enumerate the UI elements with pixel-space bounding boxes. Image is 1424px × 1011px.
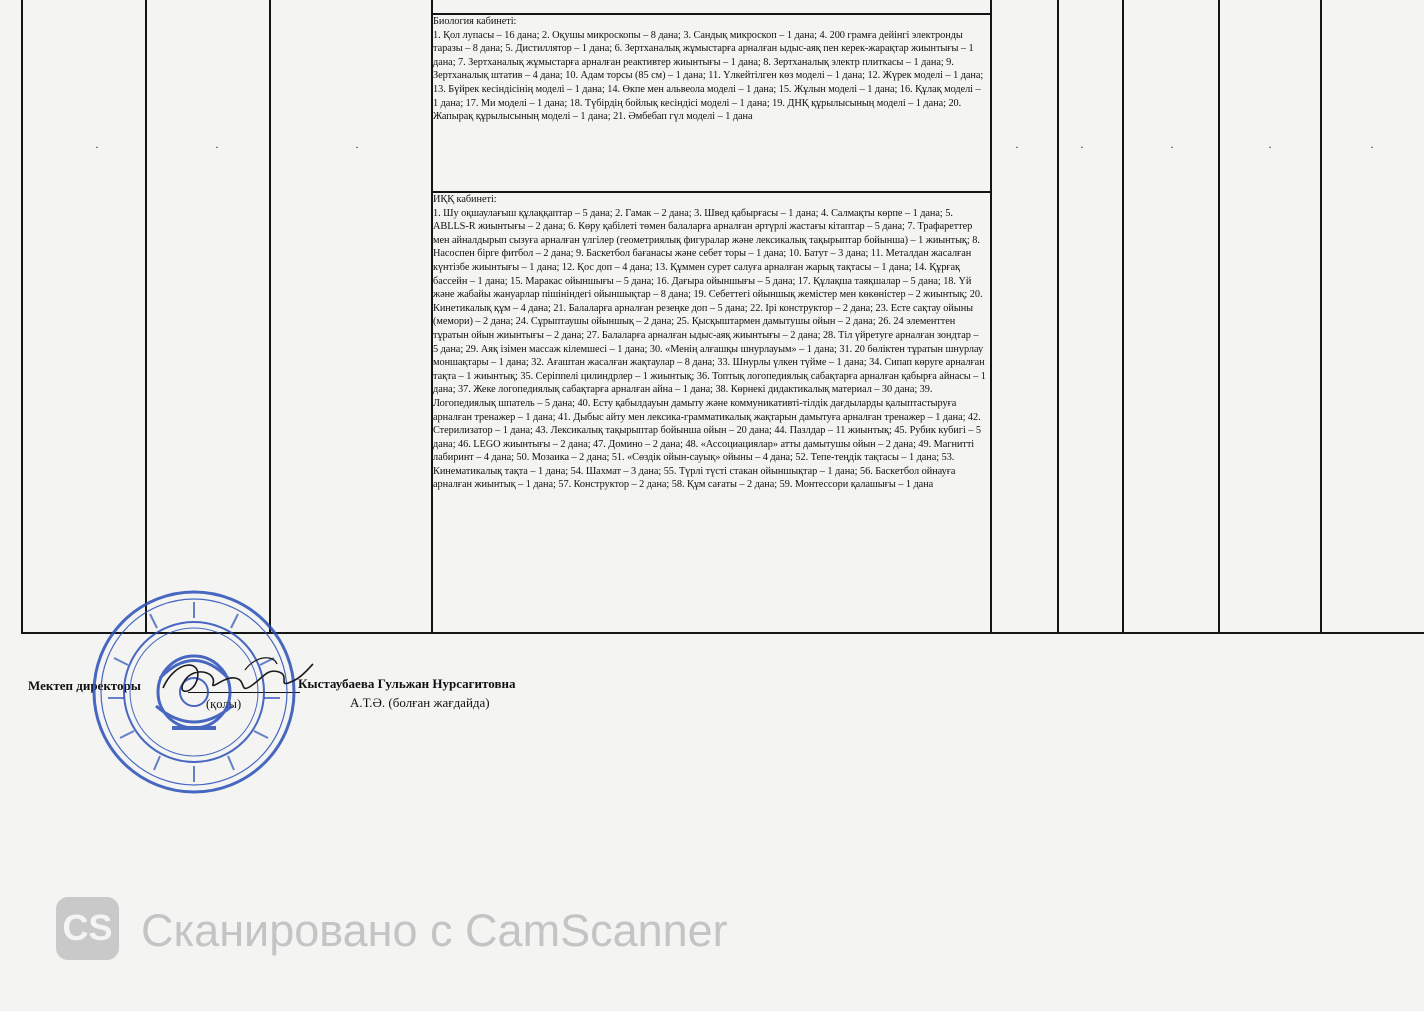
biology-cabinet-items: 1. Қол лупасы – 16 дана; 2. Оқушы микроскопы – 8 дана; 3. Сандық микроскоп – 1 дана; 4. 200 грамға дейінгі электронды таразы – 8 дана; 5. Дистиллятор – 1 дана; 6. Зертханалық жұмыстарға арналған ыдыс-аяқ пен керек-жарақтар жиынтығы – 1 дана; 7. Зертханалық жұмыстарға арналған реактивтер жиынтығы – 1 дана; 8. Зертханалық электр плиткасы – 1 дана; 9. Зертханалық штатив – 4 дана; 10. Адам торсы (85 см) – 1 дана; 11. Үлкейтілген көз моделі – 1 дана; 12. Жүрек моделі – 1 дана; 13. Бүйрек кесіндісінің моделі – 1 дана; 14. Өкпе мен альвеола моделі – 1 дана; 15. Жұлын моделі – 1 дана; 16. Құлақ моделі – 1 дана; 17. Ми моделі – 1 дана; 18. Түбірдің бойлық кесіндісі моделі – 1 дана; 19. ДНҚ құрылысының моделі – 1 дана; 20. Жапырақ құрылысының моделі – 1 дана; 21. Әмбебап гүл моделі – 1 дана xyxy=(433,29,984,123)
cell-mark: · xyxy=(1268,140,1272,154)
cell-mark: · xyxy=(1080,140,1084,154)
ikk-cabinet-cell xyxy=(433,193,986,631)
director-name: Кыстаубаева Гульжан Нурсагитовна xyxy=(298,676,516,691)
table-column-divider xyxy=(145,0,147,634)
cell-mark: · xyxy=(1370,140,1374,154)
table-column-divider xyxy=(269,0,271,634)
cell-mark: · xyxy=(95,140,99,154)
handwritten-signature-icon xyxy=(155,650,315,705)
biology-cabinet-heading: Биология кабинеті: xyxy=(433,16,517,27)
table-column-divider xyxy=(1320,0,1322,634)
table-column-divider xyxy=(1122,0,1124,634)
signature-caption: (қолы) xyxy=(206,697,242,711)
camscanner-text: Сканировано с CamScanner xyxy=(141,905,728,956)
table-border-left xyxy=(21,0,23,634)
camscanner-logo-icon: CS xyxy=(56,897,119,960)
director-name-caption: А.Т.Ә. (болған жағдайда) xyxy=(350,695,490,710)
cell-mark: · xyxy=(1170,140,1174,154)
table-column-divider xyxy=(1057,0,1059,634)
director-label: Мектеп директоры xyxy=(28,678,141,693)
cell-mark: · xyxy=(215,140,219,154)
biology-cabinet-cell xyxy=(433,15,986,190)
cell-mark: · xyxy=(355,140,359,154)
table-column-divider xyxy=(990,0,992,634)
table-column-divider xyxy=(1218,0,1220,634)
ikk-cabinet-heading: ИҚҚ кабинеті: xyxy=(433,194,497,205)
cell-mark: · xyxy=(1015,140,1019,154)
ikk-cabinet-items: 1. Шу оқшаулағыш құлаққаптар – 5 дана; 2. Гамак – 2 дана; 3. Швед қабырғасы – 1 дана; 4. Салмақты көрпе – 1 дана; 5. ABLLS-R жиынтығы – 2 дана; 6. Көру қабілеті төмен балаларға арналған әртүрлі жастағы кітаптар – 5 дана; 7. Трафареттер мен айналдырып сызуға арналған үлгілер (геометриялық фигуралар және лексикалық тақырыптар бойынша) – 1 жиынтық; 8. Насоспен бірге фитбол – 2 дана; 9. Баскетбол бағанасы және себет торы – 1 дана; 10. Батут – 3 дана; 11. Металдан жасалған күнтізбе жиынтығы – 1 дана; 12. Қос доп – 4 дана; 13. Құммен сурет салуға арналған жарық тақтасы – 1 дана; 14. Құрғақ бассейн – 1 дана; 15. Маракас ойыншығы – 5 дана; 16. Дағыра ойыншығы – 5 дана; 17. Құлақша таяқшалар – 5 дана; 18. Үй және жабайы жануарлар пішініндегі ойыншықтар – 8 дана; 19. Себеттегі ойыншық жемістер мен көкөністер – 2 жиынтық; 20. Кинетикалық құм – 4 дана; 21. Балаларға арналған резеңке доп – 5 дана; 22. Ірі конструктор – 2 дана; 23. Есте сақтау ойыны (мемори) – 2 дана; 24. Сұрыптаушы ойыншық – 2 дана; 25. Қысқыштармен дамытушы ойын – 2 дана; 26. 24 элементтен тұратын ойын жиынтығы – 2 дана; 27. Балаларға арналған ыдыс-аяқ жиынтығы – 2 дана; 28. Тіл үйретуге арналған зондтар – 5 дана; 29. Аяқ ізімен массаж кілемшесі – 1 дана; 30. «Менің алғашқы шнурлауым» – 1 дана; 31. 20 бөліктен тұратын шнурлау моншақтары – 1 дана; 32. Ағаштан жасалған жақтаулар – 8 дана; 33. Шнурлы үлкен түйме – 1 дана; 34. Сипап көруге арналған тақта – 1 жиынтық; 35. Серіппелі цилиндрлер – 1 жиынтық; 36. Топтық логопедиялық сабақтарға арналған қабырға айнасы – 1 дана; 37. Жеке логопедиялық сабақтарға арналған айна – 1 дана; 38. Көрнекі дидактикалық материал – 30 дана; 39. Логопедиялық шпатель – 5 дана; 40. Есту қабылдауын дамыту және коммуникативті-тілдік дағдыларды қалыптастыруға арналған тренажер – 1 дана; 41. Дыбыс айту мен лексика-грамматикалық жақтарын дамытуға арналған тренажер – 1 дана; 42. Стерилизатор – 1 дана; 43. Лексикалық тақырыптар бойынша ойын – 20 дана; 44. Пазлдар – 11 жиынтық; 45. Рубик кубигі – 5 дана; 46. LEGO жиынтығы – 2 дана; 47. Домино – 2 дана; 48. «Ассоциациялар» атты дамытушы ойын – 2 дана; 49. Магнитті лабиринт – 4 дана; 50. Мозаика – 2 дана; 51. «Сөздік ойын-сауық» ойыны – 4 дана; 52. Тепе-теңдік тақтасы – 1 дана; 53. Кинематикалық тақта – 1 дана; 54. Шахмат – 3 дана; 55. Түрлі түсті стакан ойыншықтар – 1 дана; 56. Баскетбол ойнауға арналған жиынтық – 1 дана; 57. Конструктор – 2 дана; 58. Құм сағаты – 2 дана; 59. Монтессори қалашығы – 1 дана xyxy=(433,207,986,491)
